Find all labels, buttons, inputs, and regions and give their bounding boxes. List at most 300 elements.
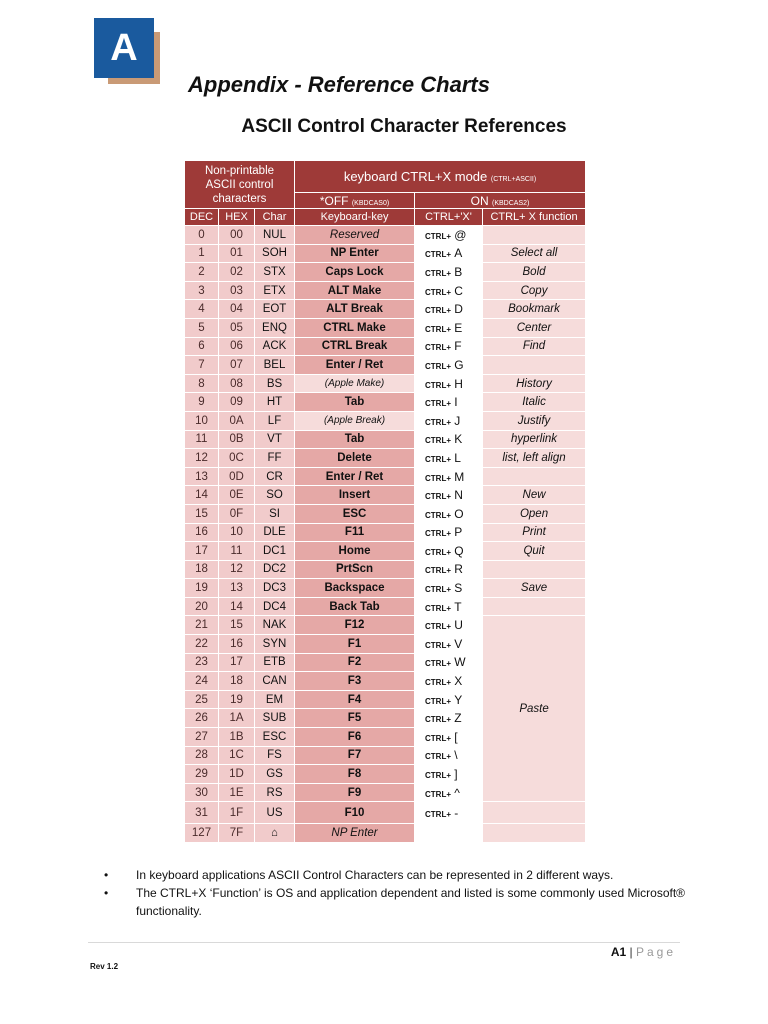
note-item xyxy=(104,866,704,884)
ctrl-letter: Y xyxy=(454,692,463,707)
ctrl-key-cell xyxy=(415,263,483,282)
keyboard-key-cell: F5 xyxy=(295,709,415,728)
ctrl-prefix: CTRL+ xyxy=(425,733,452,743)
ctrl-letter: D xyxy=(454,302,463,317)
char-cell: GS xyxy=(255,765,295,784)
dec-cell: 28 xyxy=(185,746,219,765)
keyboard-key-cell: F4 xyxy=(295,690,415,709)
appendix-logo xyxy=(94,18,160,84)
dec-cell: 22 xyxy=(185,635,219,654)
hex-cell: 07 xyxy=(219,356,255,375)
ctrl-key-cell xyxy=(415,746,483,765)
ctrl-key-cell xyxy=(415,560,483,579)
notes-list xyxy=(104,866,704,920)
col-header-hex: HEX xyxy=(219,209,255,226)
ctrl-key-cell xyxy=(415,523,483,542)
hex-cell: 1F xyxy=(219,802,255,824)
keyboard-key-cell: F11 xyxy=(295,523,415,542)
table-row xyxy=(185,542,586,561)
dec-cell: 0 xyxy=(185,226,219,245)
ctrl-letter: A xyxy=(454,246,463,261)
ctrl-letter: - xyxy=(454,805,459,820)
function-cell: Open xyxy=(483,504,586,523)
group-header-nonprintable: Non-printable ASCII control characters xyxy=(185,161,295,209)
ctrl-prefix: CTRL+ xyxy=(425,306,452,316)
function-cell: Paste xyxy=(483,616,586,802)
page-separator: | xyxy=(629,945,633,959)
ctrl-letter: U xyxy=(454,618,463,633)
dec-cell: 13 xyxy=(185,467,219,486)
keyboard-key-cell: Delete xyxy=(295,449,415,468)
ctrl-key-cell xyxy=(415,244,483,263)
on-mode-header: ON (KBDCAS2) xyxy=(415,193,586,209)
footer-divider xyxy=(88,942,680,943)
table-row xyxy=(185,393,586,412)
hex-cell: 1D xyxy=(219,765,255,784)
dec-cell: 12 xyxy=(185,449,219,468)
ctrl-key-cell xyxy=(415,318,483,337)
table-row xyxy=(185,467,586,486)
ctrl-letter: ^ xyxy=(454,785,460,800)
function-cell: Bookmark xyxy=(483,300,586,319)
page-number xyxy=(611,945,676,959)
hex-cell: 14 xyxy=(219,597,255,616)
hex-cell: 06 xyxy=(219,337,255,356)
function-cell: Select all xyxy=(483,244,586,263)
keyboard-key-cell: (Apple Make) xyxy=(295,374,415,393)
page-number-value: A1 xyxy=(610,945,627,959)
note-text: In keyboard applications ASCII Control Characters can be represented in 2 different ways. xyxy=(136,868,614,882)
ctrl-prefix: CTRL+ xyxy=(425,603,452,613)
hex-cell: 0E xyxy=(219,486,255,505)
ctrl-prefix: CTRL+ xyxy=(425,399,452,409)
table-body xyxy=(185,226,586,843)
table-row xyxy=(185,486,586,505)
col-header-ctrl-x: CTRL+'X' xyxy=(415,209,483,226)
char-cell: DC2 xyxy=(255,560,295,579)
char-cell: ⌂ xyxy=(255,824,295,843)
table-row xyxy=(185,802,586,824)
dec-cell: 8 xyxy=(185,374,219,393)
char-cell: NUL xyxy=(255,226,295,245)
ctrl-key-cell xyxy=(415,616,483,635)
dec-cell: 10 xyxy=(185,411,219,430)
table-row xyxy=(185,411,586,430)
page-word: Page xyxy=(635,945,676,959)
function-cell: hyperlink xyxy=(483,430,586,449)
keyboard-key-cell: F8 xyxy=(295,765,415,784)
function-cell: New xyxy=(483,486,586,505)
char-cell: FS xyxy=(255,746,295,765)
keyboard-key-cell: (Apple Break) xyxy=(295,411,415,430)
ctrl-key-cell xyxy=(415,672,483,691)
page-title: ASCII Control Character References xyxy=(241,116,567,137)
ctrl-letter: J xyxy=(454,413,461,428)
hex-cell: 18 xyxy=(219,672,255,691)
char-cell: US xyxy=(255,802,295,824)
dec-cell: 31 xyxy=(185,802,219,824)
keyboard-key-cell: Tab xyxy=(295,430,415,449)
function-cell: Find xyxy=(483,337,586,356)
ctrl-letter: X xyxy=(454,674,463,689)
ctrl-prefix: CTRL+ xyxy=(425,268,452,278)
char-cell: ETX xyxy=(255,281,295,300)
ctrl-key-cell xyxy=(415,430,483,449)
ctrl-letter: O xyxy=(454,506,464,521)
function-cell: Quit xyxy=(483,542,586,561)
table-row xyxy=(185,824,586,843)
char-cell: EOT xyxy=(255,300,295,319)
dec-cell: 4 xyxy=(185,300,219,319)
char-cell: SI xyxy=(255,504,295,523)
char-cell: CAN xyxy=(255,672,295,691)
char-cell: HT xyxy=(255,393,295,412)
char-cell: ESC xyxy=(255,728,295,747)
hex-cell: 09 xyxy=(219,393,255,412)
hex-cell: 04 xyxy=(219,300,255,319)
ctrl-key-cell xyxy=(415,709,483,728)
keyboard-key-cell: F2 xyxy=(295,653,415,672)
keyboard-key-cell: NP Enter xyxy=(295,824,415,843)
function-cell: Copy xyxy=(483,281,586,300)
dec-cell: 18 xyxy=(185,560,219,579)
dec-cell: 5 xyxy=(185,318,219,337)
note-text: The CTRL+X ‘Function’ is OS and application dependent and listed is some commonly used Microsoft® functionality. xyxy=(136,886,685,918)
ctrl-prefix: CTRL+ xyxy=(425,640,452,650)
ctrl-letter: @ xyxy=(454,227,467,242)
table-row xyxy=(185,263,586,282)
ctrl-letter: R xyxy=(454,562,463,577)
char-cell: EM xyxy=(255,690,295,709)
char-cell: DC1 xyxy=(255,542,295,561)
ctrl-key-cell xyxy=(415,542,483,561)
dec-cell: 23 xyxy=(185,653,219,672)
ctrl-key-cell xyxy=(415,653,483,672)
ctrl-letter: G xyxy=(454,357,464,372)
table-row xyxy=(185,616,586,635)
ctrl-letter: V xyxy=(454,636,463,651)
ctrl-letter: S xyxy=(454,581,463,596)
dec-cell: 30 xyxy=(185,783,219,802)
hex-cell: 12 xyxy=(219,560,255,579)
keyboard-key-cell: F9 xyxy=(295,783,415,802)
ctrl-key-cell xyxy=(415,824,483,843)
ctrl-key-cell xyxy=(415,393,483,412)
keyboard-key-cell: F6 xyxy=(295,728,415,747)
hex-cell: 19 xyxy=(219,690,255,709)
table-row xyxy=(185,523,586,542)
keyboard-key-cell: Enter / Ret xyxy=(295,467,415,486)
keyboard-key-cell: F1 xyxy=(295,635,415,654)
ctrl-prefix: CTRL+ xyxy=(425,547,452,557)
table-row xyxy=(185,337,586,356)
col-header-ctrl-function: CTRL+ X function xyxy=(483,209,586,226)
table-row xyxy=(185,597,586,616)
ctrl-prefix: CTRL+ xyxy=(425,659,452,669)
ctrl-prefix: CTRL+ xyxy=(425,436,452,446)
function-cell xyxy=(483,802,586,824)
keyboard-key-cell: Tab xyxy=(295,393,415,412)
table-row xyxy=(185,560,586,579)
keyboard-key-cell: F12 xyxy=(295,616,415,635)
ctrl-prefix: CTRL+ xyxy=(425,771,452,781)
function-cell: Save xyxy=(483,579,586,598)
ctrl-prefix: CTRL+ xyxy=(425,622,452,632)
ctrl-key-cell xyxy=(415,300,483,319)
ctrl-prefix: CTRL+ xyxy=(425,454,452,464)
dec-cell: 21 xyxy=(185,616,219,635)
hex-cell: 1C xyxy=(219,746,255,765)
ctrl-key-cell xyxy=(415,504,483,523)
table-row xyxy=(185,281,586,300)
ctrl-key-cell xyxy=(415,579,483,598)
hex-cell: 1B xyxy=(219,728,255,747)
ctrl-key-cell xyxy=(415,690,483,709)
note-item xyxy=(104,884,704,920)
ctrl-letter: Z xyxy=(454,711,462,726)
bullet-icon: • xyxy=(104,886,109,900)
dec-cell: 2 xyxy=(185,263,219,282)
char-cell: SOH xyxy=(255,244,295,263)
ctrl-key-cell xyxy=(415,597,483,616)
keyboard-key-cell: CTRL Make xyxy=(295,318,415,337)
ctrl-letter: F xyxy=(454,339,462,354)
ctrl-prefix: CTRL+ xyxy=(425,696,452,706)
hex-cell: 05 xyxy=(219,318,255,337)
table-row xyxy=(185,430,586,449)
char-cell: ENQ xyxy=(255,318,295,337)
off-mode-header: *OFF (KBDCAS0) xyxy=(295,193,415,209)
hex-cell: 15 xyxy=(219,616,255,635)
keyboard-key-cell: F7 xyxy=(295,746,415,765)
dec-cell: 11 xyxy=(185,430,219,449)
function-cell xyxy=(483,824,586,843)
ctrl-letter: N xyxy=(454,488,463,503)
dec-cell: 27 xyxy=(185,728,219,747)
dec-cell: 9 xyxy=(185,393,219,412)
ctrl-key-cell xyxy=(415,411,483,430)
ctrl-prefix: CTRL+ xyxy=(425,417,452,427)
ctrl-letter: H xyxy=(454,376,463,391)
table-row xyxy=(185,300,586,319)
hex-cell: 16 xyxy=(219,635,255,654)
ctrl-prefix: CTRL+ xyxy=(425,380,452,390)
hex-cell: 1E xyxy=(219,783,255,802)
dec-cell: 127 xyxy=(185,824,219,843)
ctrl-letter: E xyxy=(454,320,463,335)
ctrl-letter: T xyxy=(454,599,462,614)
dec-cell: 1 xyxy=(185,244,219,263)
ctrl-prefix: CTRL+ xyxy=(425,287,452,297)
ctrl-key-cell xyxy=(415,467,483,486)
dec-cell: 15 xyxy=(185,504,219,523)
keyboard-key-cell: F3 xyxy=(295,672,415,691)
group-header-ctrl-mode: keyboard CTRL+X mode (CTRL+ASCII) xyxy=(295,161,586,193)
keyboard-key-cell: Backspace xyxy=(295,579,415,598)
function-cell: History xyxy=(483,374,586,393)
dec-cell: 7 xyxy=(185,356,219,375)
dec-cell: 16 xyxy=(185,523,219,542)
ctrl-letter: Q xyxy=(454,543,464,558)
hex-cell: 0B xyxy=(219,430,255,449)
ctrl-prefix: CTRL+ xyxy=(425,529,452,539)
ctrl-key-cell xyxy=(415,728,483,747)
char-cell: LF xyxy=(255,411,295,430)
ctrl-key-cell xyxy=(415,635,483,654)
ctrl-key-cell xyxy=(415,374,483,393)
char-cell: RS xyxy=(255,783,295,802)
keyboard-key-cell: Reserved xyxy=(295,226,415,245)
table-row xyxy=(185,449,586,468)
ctrl-letter: P xyxy=(454,525,463,540)
ctrl-key-cell xyxy=(415,783,483,802)
ascii-reference-table xyxy=(184,160,586,843)
dec-cell: 26 xyxy=(185,709,219,728)
hex-cell: 08 xyxy=(219,374,255,393)
ctrl-key-cell xyxy=(415,356,483,375)
ctrl-prefix: CTRL+ xyxy=(425,510,452,520)
hex-cell: 7F xyxy=(219,824,255,843)
hex-cell: 1A xyxy=(219,709,255,728)
table-row xyxy=(185,579,586,598)
ctrl-prefix: CTRL+ xyxy=(425,473,452,483)
ctrl-letter: [ xyxy=(454,729,458,744)
ctrl-prefix: CTRL+ xyxy=(425,250,452,260)
hex-cell: 0D xyxy=(219,467,255,486)
keyboard-key-cell: ALT Break xyxy=(295,300,415,319)
dec-cell: 14 xyxy=(185,486,219,505)
keyboard-key-cell: Enter / Ret xyxy=(295,356,415,375)
ctrl-prefix: CTRL+ xyxy=(425,343,452,353)
table-row xyxy=(185,504,586,523)
col-header-char: Char xyxy=(255,209,295,226)
hex-cell: 0C xyxy=(219,449,255,468)
function-cell xyxy=(483,597,586,616)
ctrl-prefix: CTRL+ xyxy=(425,361,452,371)
ctrl-letter: L xyxy=(454,450,461,465)
hex-cell: 11 xyxy=(219,542,255,561)
dec-cell: 24 xyxy=(185,672,219,691)
ctrl-key-cell xyxy=(415,765,483,784)
dec-cell: 3 xyxy=(185,281,219,300)
ctrl-prefix: CTRL+ xyxy=(425,585,452,595)
dec-cell: 6 xyxy=(185,337,219,356)
dec-cell: 25 xyxy=(185,690,219,709)
keyboard-key-cell: ALT Make xyxy=(295,281,415,300)
function-cell: Print xyxy=(483,523,586,542)
logo-letter: A xyxy=(94,18,154,78)
char-cell: DC4 xyxy=(255,597,295,616)
ctrl-letter: C xyxy=(454,283,463,298)
char-cell: SO xyxy=(255,486,295,505)
col-header-dec: DEC xyxy=(185,209,219,226)
ctrl-prefix: CTRL+ xyxy=(425,231,452,241)
function-cell xyxy=(483,467,586,486)
function-cell: Justify xyxy=(483,411,586,430)
function-cell xyxy=(483,356,586,375)
char-cell: ACK xyxy=(255,337,295,356)
char-cell: BS xyxy=(255,374,295,393)
function-cell: Italic xyxy=(483,393,586,412)
function-cell xyxy=(483,560,586,579)
char-cell: SUB xyxy=(255,709,295,728)
char-cell: DLE xyxy=(255,523,295,542)
keyboard-key-cell: Caps Lock xyxy=(295,263,415,282)
ctrl-prefix: CTRL+ xyxy=(425,752,452,762)
char-cell: ETB xyxy=(255,653,295,672)
keyboard-key-cell: ESC xyxy=(295,504,415,523)
table-row xyxy=(185,318,586,337)
function-cell: list, left align xyxy=(483,449,586,468)
ctrl-key-cell xyxy=(415,281,483,300)
ctrl-key-cell xyxy=(415,486,483,505)
function-cell xyxy=(483,226,586,245)
ctrl-letter: W xyxy=(454,655,466,670)
char-cell: VT xyxy=(255,430,295,449)
hex-cell: 10 xyxy=(219,523,255,542)
col-header-keyboard-key: Keyboard-key xyxy=(295,209,415,226)
ctrl-letter: M xyxy=(454,469,465,484)
keyboard-key-cell: CTRL Break xyxy=(295,337,415,356)
dec-cell: 17 xyxy=(185,542,219,561)
table-row xyxy=(185,226,586,245)
hex-cell: 17 xyxy=(219,653,255,672)
hex-cell: 03 xyxy=(219,281,255,300)
table-row xyxy=(185,356,586,375)
keyboard-key-cell: NP Enter xyxy=(295,244,415,263)
table-row xyxy=(185,374,586,393)
ctrl-letter: I xyxy=(454,395,458,410)
char-cell: BEL xyxy=(255,356,295,375)
ctrl-letter: K xyxy=(454,432,463,447)
ctrl-key-cell xyxy=(415,802,483,824)
ctrl-letter: ] xyxy=(454,767,458,782)
keyboard-key-cell: F10 xyxy=(295,802,415,824)
ctrl-key-cell xyxy=(415,449,483,468)
char-cell: FF xyxy=(255,449,295,468)
ctrl-prefix: CTRL+ xyxy=(425,789,452,799)
function-cell: Center xyxy=(483,318,586,337)
dec-cell: 29 xyxy=(185,765,219,784)
hex-cell: 13 xyxy=(219,579,255,598)
ctrl-prefix: CTRL+ xyxy=(425,678,452,688)
ctrl-prefix: CTRL+ xyxy=(425,715,452,725)
hex-cell: 02 xyxy=(219,263,255,282)
ctrl-prefix: CTRL+ xyxy=(425,566,452,576)
hex-cell: 00 xyxy=(219,226,255,245)
keyboard-key-cell: PrtScn xyxy=(295,560,415,579)
revision-label: Rev 1.2 xyxy=(90,962,119,971)
table-row xyxy=(185,244,586,263)
char-cell: NAK xyxy=(255,616,295,635)
dec-cell: 19 xyxy=(185,579,219,598)
hex-cell: 01 xyxy=(219,244,255,263)
ctrl-prefix: CTRL+ xyxy=(425,809,452,819)
ctrl-prefix: CTRL+ xyxy=(425,324,452,334)
hex-cell: 0F xyxy=(219,504,255,523)
hex-cell: 0A xyxy=(219,411,255,430)
ctrl-letter: B xyxy=(454,264,463,279)
ctrl-letter: \ xyxy=(454,748,458,763)
char-cell: DC3 xyxy=(255,579,295,598)
bullet-icon: • xyxy=(104,868,109,882)
ctrl-prefix: CTRL+ xyxy=(425,492,452,502)
keyboard-key-cell: Home xyxy=(295,542,415,561)
keyboard-key-cell: Back Tab xyxy=(295,597,415,616)
appendix-title: Appendix - Reference Charts xyxy=(188,72,490,97)
char-cell: STX xyxy=(255,263,295,282)
char-cell: CR xyxy=(255,467,295,486)
